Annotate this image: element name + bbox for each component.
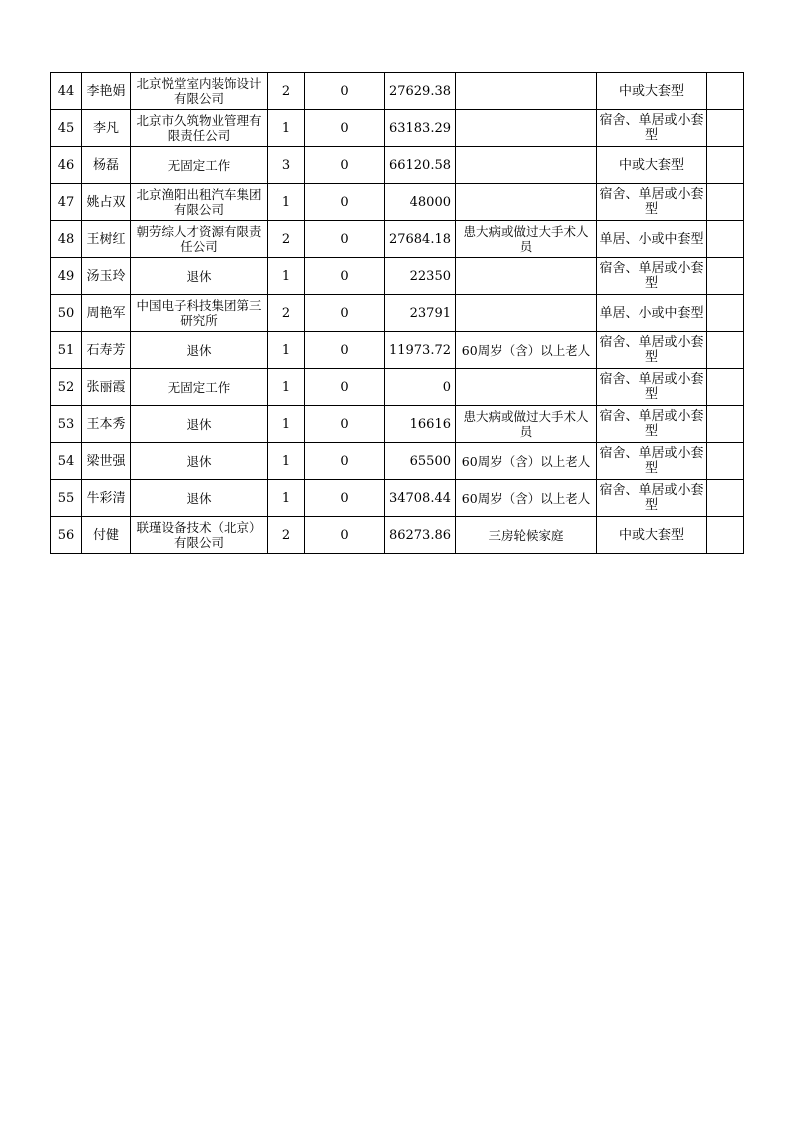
household-size-cell: 1	[268, 110, 305, 147]
applicant-name-cell: 汤玉玲	[82, 258, 131, 295]
zero-value-cell: 0	[305, 295, 385, 332]
row-number-cell: 45	[51, 110, 82, 147]
zero-value-cell: 0	[305, 517, 385, 554]
applicant-name-cell: 王本秀	[82, 406, 131, 443]
row-number-cell: 50	[51, 295, 82, 332]
priority-condition-cell: 60周岁（含）以上老人	[456, 443, 597, 480]
applicant-name-cell: 李艳娟	[82, 73, 131, 110]
table-row	[51, 480, 744, 517]
applicant-name-cell: 张丽霞	[82, 369, 131, 406]
remark-cell	[707, 295, 744, 332]
zero-value-cell: 0	[305, 110, 385, 147]
work-unit-cell: 中国电子科技集团第三研究所	[131, 295, 268, 332]
table-row	[51, 369, 744, 406]
household-size-cell: 1	[268, 184, 305, 221]
remark-cell	[707, 443, 744, 480]
zero-value-cell: 0	[305, 147, 385, 184]
applicant-name-cell: 杨磊	[82, 147, 131, 184]
remark-cell	[707, 369, 744, 406]
housing-type-cell: 单居、小或中套型	[597, 295, 707, 332]
table-row	[51, 406, 744, 443]
household-size-cell: 1	[268, 480, 305, 517]
priority-condition-cell: 60周岁（含）以上老人	[456, 480, 597, 517]
annual-income-cell: 22350	[385, 258, 456, 295]
row-number-cell: 56	[51, 517, 82, 554]
remark-cell	[707, 258, 744, 295]
annual-income-cell: 27629.38	[385, 73, 456, 110]
remark-cell	[707, 221, 744, 258]
zero-value-cell: 0	[305, 369, 385, 406]
priority-condition-cell	[456, 147, 597, 184]
applicant-name-cell: 石寿芳	[82, 332, 131, 369]
remark-cell	[707, 147, 744, 184]
household-size-cell: 3	[268, 147, 305, 184]
household-size-cell: 1	[268, 369, 305, 406]
table-row	[51, 147, 744, 184]
priority-condition-cell	[456, 73, 597, 110]
table-row	[51, 110, 744, 147]
zero-value-cell: 0	[305, 258, 385, 295]
zero-value-cell: 0	[305, 332, 385, 369]
housing-type-cell: 中或大套型	[597, 73, 707, 110]
work-unit-cell: 退休	[131, 258, 268, 295]
row-number-cell: 47	[51, 184, 82, 221]
remark-cell	[707, 480, 744, 517]
household-size-cell: 1	[268, 332, 305, 369]
applicant-name-cell: 付健	[82, 517, 131, 554]
annual-income-cell: 66120.58	[385, 147, 456, 184]
row-number-cell: 51	[51, 332, 82, 369]
housing-type-cell: 宿舍、单居或小套型	[597, 443, 707, 480]
remark-cell	[707, 406, 744, 443]
applicant-name-cell: 王树红	[82, 221, 131, 258]
remark-cell	[707, 332, 744, 369]
annual-income-cell: 23791	[385, 295, 456, 332]
work-unit-cell: 退休	[131, 406, 268, 443]
annual-income-cell: 86273.86	[385, 517, 456, 554]
household-size-cell: 1	[268, 406, 305, 443]
work-unit-cell: 北京渔阳出租汽车集团有限公司	[131, 184, 268, 221]
household-size-cell: 2	[268, 221, 305, 258]
applicant-name-cell: 李凡	[82, 110, 131, 147]
row-number-cell: 53	[51, 406, 82, 443]
row-number-cell: 44	[51, 73, 82, 110]
priority-condition-cell: 患大病或做过大手术人员	[456, 221, 597, 258]
zero-value-cell: 0	[305, 73, 385, 110]
remark-cell	[707, 184, 744, 221]
household-size-cell: 2	[268, 295, 305, 332]
priority-condition-cell: 60周岁（含）以上老人	[456, 332, 597, 369]
row-number-cell: 48	[51, 221, 82, 258]
table-row	[51, 258, 744, 295]
applicant-name-cell: 牛彩清	[82, 480, 131, 517]
housing-type-cell: 宿舍、单居或小套型	[597, 406, 707, 443]
priority-condition-cell	[456, 184, 597, 221]
remark-cell	[707, 110, 744, 147]
priority-condition-cell: 患大病或做过大手术人员	[456, 406, 597, 443]
priority-condition-cell	[456, 295, 597, 332]
table-row	[51, 443, 744, 480]
table-row	[51, 184, 744, 221]
work-unit-cell: 无固定工作	[131, 369, 268, 406]
priority-condition-cell	[456, 258, 597, 295]
applicant-name-cell: 周艳军	[82, 295, 131, 332]
priority-condition-cell: 三房轮候家庭	[456, 517, 597, 554]
table-row	[51, 73, 744, 110]
annual-income-cell: 16616	[385, 406, 456, 443]
row-number-cell: 55	[51, 480, 82, 517]
household-size-cell: 2	[268, 73, 305, 110]
row-number-cell: 52	[51, 369, 82, 406]
row-number-cell: 46	[51, 147, 82, 184]
household-size-cell: 2	[268, 517, 305, 554]
housing-type-cell: 单居、小或中套型	[597, 221, 707, 258]
housing-type-cell: 宿舍、单居或小套型	[597, 480, 707, 517]
table-row	[51, 332, 744, 369]
table-row	[51, 517, 744, 554]
remark-cell	[707, 73, 744, 110]
zero-value-cell: 0	[305, 406, 385, 443]
table-row	[51, 221, 744, 258]
priority-condition-cell	[456, 110, 597, 147]
annual-income-cell: 0	[385, 369, 456, 406]
household-size-cell: 1	[268, 258, 305, 295]
zero-value-cell: 0	[305, 184, 385, 221]
applicant-table	[50, 72, 744, 554]
annual-income-cell: 27684.18	[385, 221, 456, 258]
work-unit-cell: 北京市久筑物业管理有限责任公司	[131, 110, 268, 147]
housing-type-cell: 宿舍、单居或小套型	[597, 369, 707, 406]
work-unit-cell: 北京悦堂室内装饰设计有限公司	[131, 73, 268, 110]
table-row	[51, 295, 744, 332]
remark-cell	[707, 517, 744, 554]
zero-value-cell: 0	[305, 221, 385, 258]
annual-income-cell: 63183.29	[385, 110, 456, 147]
housing-type-cell: 中或大套型	[597, 147, 707, 184]
annual-income-cell: 34708.44	[385, 480, 456, 517]
annual-income-cell: 65500	[385, 443, 456, 480]
household-size-cell: 1	[268, 443, 305, 480]
housing-type-cell: 宿舍、单居或小套型	[597, 332, 707, 369]
housing-type-cell: 中或大套型	[597, 517, 707, 554]
applicant-name-cell: 姚占双	[82, 184, 131, 221]
zero-value-cell: 0	[305, 443, 385, 480]
housing-type-cell: 宿舍、单居或小套型	[597, 258, 707, 295]
work-unit-cell: 退休	[131, 332, 268, 369]
annual-income-cell: 48000	[385, 184, 456, 221]
applicant-name-cell: 梁世强	[82, 443, 131, 480]
work-unit-cell: 退休	[131, 443, 268, 480]
row-number-cell: 54	[51, 443, 82, 480]
housing-type-cell: 宿舍、单居或小套型	[597, 184, 707, 221]
row-number-cell: 49	[51, 258, 82, 295]
housing-type-cell: 宿舍、单居或小套型	[597, 110, 707, 147]
work-unit-cell: 联瑾设备技术（北京）有限公司	[131, 517, 268, 554]
zero-value-cell: 0	[305, 480, 385, 517]
work-unit-cell: 退休	[131, 480, 268, 517]
work-unit-cell: 无固定工作	[131, 147, 268, 184]
work-unit-cell: 朝劳综人才资源有限责任公司	[131, 221, 268, 258]
priority-condition-cell	[456, 369, 597, 406]
annual-income-cell: 11973.72	[385, 332, 456, 369]
